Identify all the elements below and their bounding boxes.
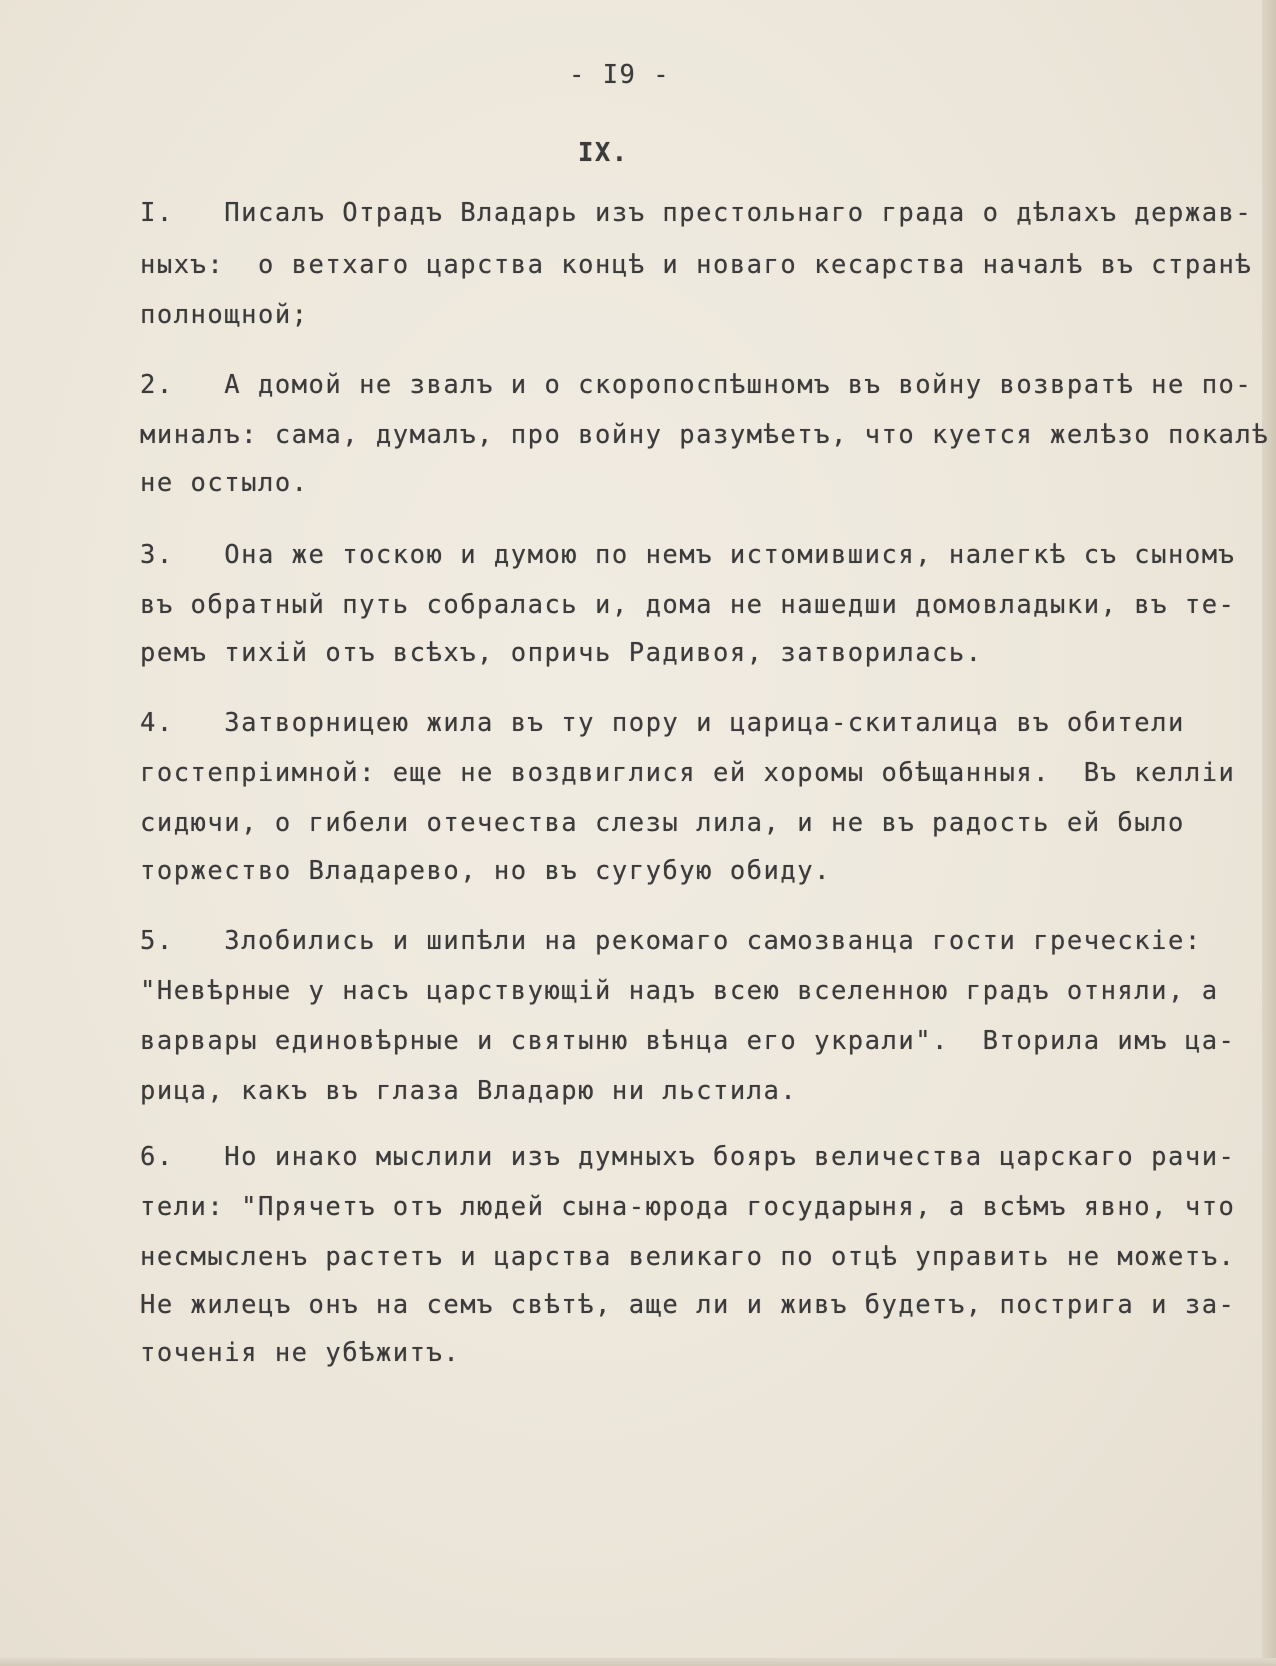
text-line: ныхъ: о ветхаго царства концѣ и новаго кесарства началѣ въ странѣ [140,250,1253,280]
sheet-edge-bottom [0,1658,1276,1666]
text-line: 6. Но инако мыслили изъ думныхъ бояръ величества царскаго рачи- [140,1142,1236,1172]
text-line: въ обратный путь собралась и, дома не нашедши домовладыки, въ те- [140,590,1236,620]
text-line: точенія не убѣжитъ. [140,1338,461,1368]
text-line: полнощной; [140,300,309,330]
chapter-heading: IX. [578,138,629,168]
text-line: тели: "Прячетъ отъ людей сына-юрода государыня, а всѣмъ явно, что [140,1192,1236,1222]
text-line: I. Писалъ Отрадъ Владарь изъ престольнаго града о дѣлахъ держав- [140,198,1253,228]
text-line: Не жилецъ онъ на семъ свѣтѣ, аще ли и живъ будетъ, пострига и за- [140,1290,1236,1320]
text-line: гостепріимной: еще не воздвиглися ей хоромы обѣщанныя. Въ келліи [140,758,1236,788]
text-line: 4. Затворницею жила въ ту пору и царица-скиталица въ обители [140,708,1185,738]
text-line: сидючи, о гибели отечества слезы лила, и не въ радость ей было [140,808,1185,838]
page-number: - I9 - [569,60,671,90]
text-line: варвары единовѣрные и святыню вѣнца его украли". Вторила имъ ца- [140,1026,1236,1056]
text-line: торжество Владарево, но въ сугубую обиду. [140,856,831,886]
text-line: миналъ: сама, думалъ, про войну разумѣетъ, что куется желѣзо покалѣ [140,420,1270,450]
text-line: рица, какъ въ глаза Владарю ни льстила. [140,1076,798,1106]
text-line: ремъ тихій отъ всѣхъ, опричь Радивоя, затворилась. [140,638,983,668]
text-line: 5. Злобились и шипѣли на рекомаго самозванца гости греческіе: [140,926,1202,956]
text-line: 3. Она же тоскою и думою по немъ истомившися, налегкѣ съ сыномъ [140,540,1236,570]
sheet-edge [1262,0,1276,1666]
text-line: не остыло. [140,468,309,498]
text-line: 2. А домой не звалъ и о скоропоспѣшномъ въ войну возвратѣ не по- [140,370,1253,400]
text-line: "Невѣрные у насъ царствующій надъ всею вселенною градъ отняли, а [140,976,1219,1006]
text-line: несмысленъ растетъ и царства великаго по отцѣ управить не можетъ. [140,1242,1236,1272]
